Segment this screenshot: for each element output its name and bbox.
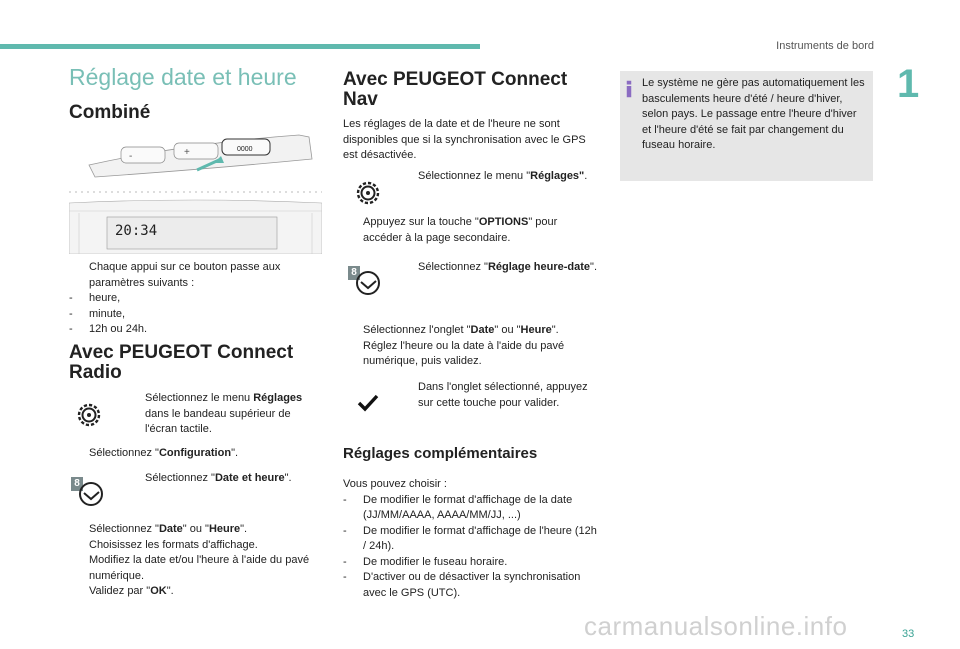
check-arc-icon xyxy=(78,481,104,507)
heading-extra-settings: Réglages complémentaires xyxy=(343,445,538,462)
nav-steps-4-5: Sélectionnez l'onglet "Date" ou "Heure". Réglez l'heure ou la date à l'aide du pavé numérique, puis validez. xyxy=(363,324,565,367)
chapter-number: 1 xyxy=(897,62,920,106)
info-icon xyxy=(626,78,632,100)
header-accent-bar xyxy=(0,44,480,49)
page-title: Réglage date et heure xyxy=(69,64,297,90)
gear-icon xyxy=(355,180,381,206)
plus-button-illustration xyxy=(174,143,218,159)
section-name: Instruments de bord xyxy=(776,40,874,52)
radio-step-1: Sélectionnez le menu Réglages dans le bandeau supérieur de l'écran tactile. xyxy=(145,392,303,435)
combine-instructions: Chaque appui sur ce bouton passe aux paramètres suivants : - heure, - minute, - 12h ou 24h. xyxy=(69,261,281,335)
badge-number: 8 xyxy=(71,477,83,491)
clock-settings-icon xyxy=(71,477,105,509)
info-text: Le système ne gère pas automatiquement les basculements heure d'été / heure d'hiver, selon pays. Le passage entre l'heure d'hiver et l'heure d'été se fait par changement du fuseau horaire. xyxy=(642,77,865,151)
radio-steps-4-7: Sélectionnez "Date" ou "Heure". Choisissez les formats d'affichage. Modifiez la date et/ou l'heure à l'aide du pavé numérique. Validez par "OK". xyxy=(89,523,310,597)
badge-number: 8 xyxy=(348,266,360,280)
svg-text:-: - xyxy=(129,151,133,162)
page-number: 33 xyxy=(902,628,915,640)
minus-button-illustration xyxy=(121,147,165,163)
extra-settings-list: Vous pouvez choisir : - De modifier le format d'affichage de la date (JJ/MM/AAAA, AAAA/MM/JJ, ...) - De modifier le format d'affichage de l'heure (12h / 24h). - De modifier le fuseau horaire. - D'activer ou de désactiver la synchronisation avec le GPS (UTC). xyxy=(343,478,597,599)
radio-step-3: Sélectionnez "Date et heure". xyxy=(145,472,292,484)
nav-step-2: Appuyez sur la touche "OPTIONS" pour accéder à la page secondaire. xyxy=(363,216,558,244)
svg-text:+: + xyxy=(184,147,190,158)
radio-step-2: Sélectionnez "Configuration". xyxy=(89,447,239,459)
heading-connect-radio: Avec PEUGEOT Connect Radio xyxy=(69,342,294,383)
instrument-panel-illustration xyxy=(69,125,322,254)
heading-combine: Combiné xyxy=(69,102,151,123)
watermark: carmanualsonline.info xyxy=(584,611,848,641)
nav-intro: Les réglages de la date et de l'heure ne sont disponibles que si la synchronisation avec le GPS est désactivée. xyxy=(343,118,586,161)
nav-step-3: Sélectionnez "Réglage heure-date". xyxy=(418,261,598,273)
clock-settings-icon xyxy=(348,266,382,298)
nav-step-6: Dans l'onglet sélectionné, appuyez sur cette touche pour valider. xyxy=(418,381,588,409)
check-arc-icon xyxy=(355,270,381,296)
clock-display-time: 20:34 xyxy=(115,223,158,239)
check-icon xyxy=(357,393,379,413)
nav-step-1: Sélectionnez le menu "Réglages". xyxy=(418,170,588,182)
heading-connect-nav: Avec PEUGEOT Connect Nav xyxy=(343,69,568,110)
svg-text:0000: 0000 xyxy=(237,146,253,153)
gear-icon xyxy=(76,402,102,428)
